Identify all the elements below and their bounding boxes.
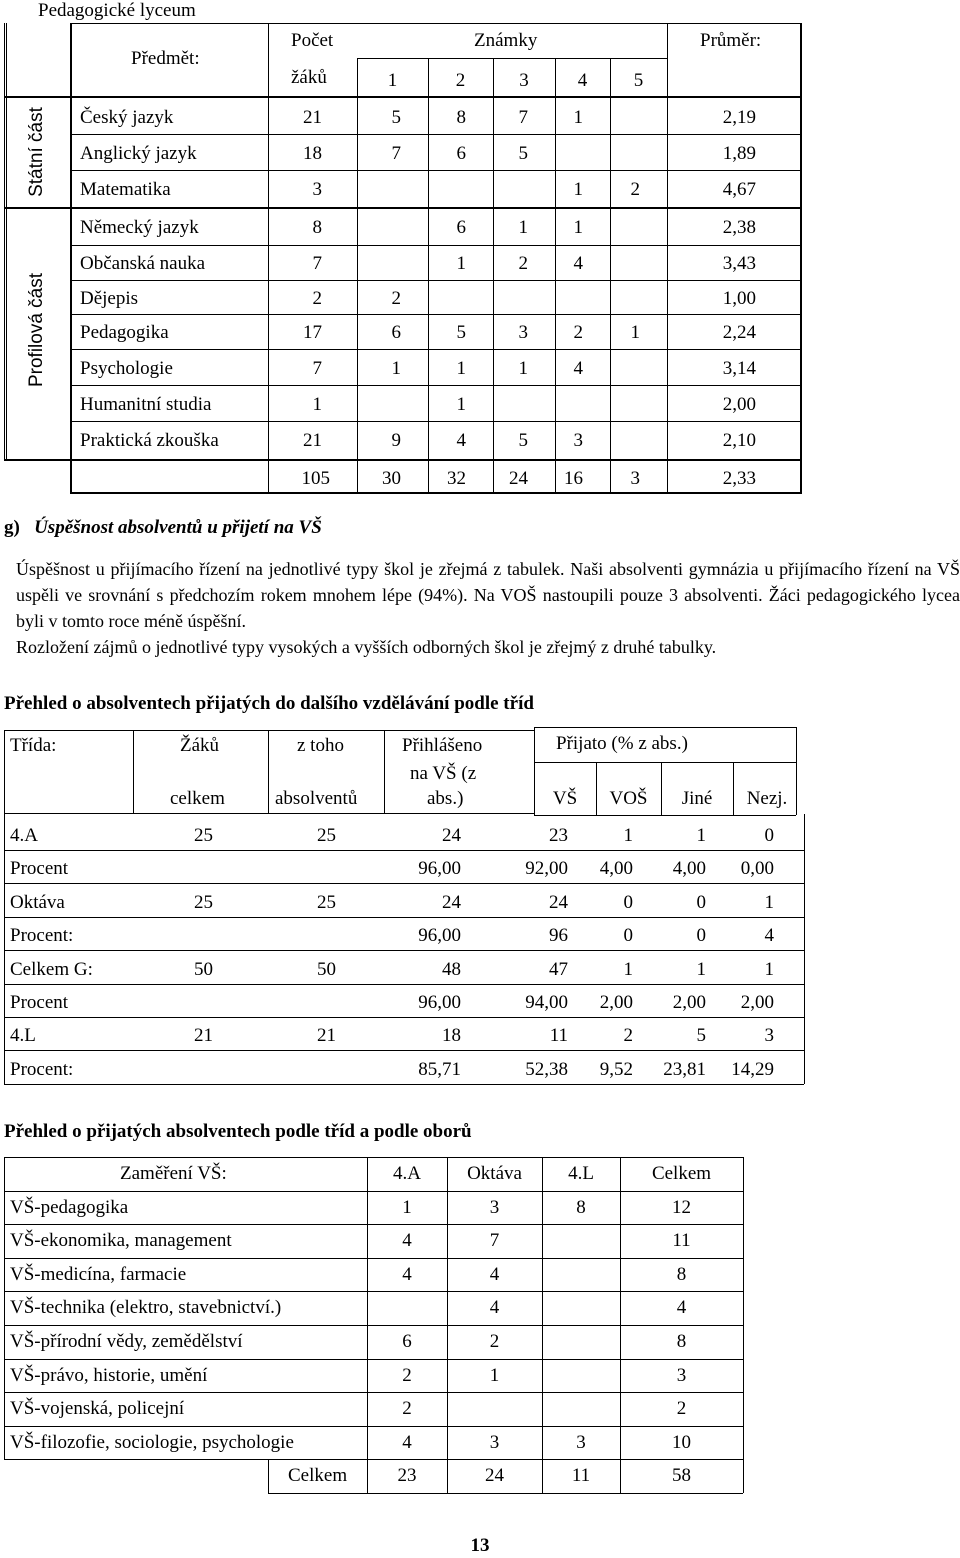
admissions-value: 0 [623, 925, 633, 946]
grade-count: 2 [518, 253, 528, 274]
student-count: 2 [312, 288, 322, 309]
t2-header-navs-2: abs.) [427, 788, 464, 809]
admissions-value: 0 [764, 825, 774, 846]
grade-count: 1 [456, 394, 466, 415]
grade-count: 2 [630, 179, 640, 200]
student-count: 18 [303, 143, 322, 164]
average-value: 2,24 [722, 322, 756, 343]
field-label: VŠ-ekonomika, management [10, 1230, 232, 1251]
average-value: 4,67 [722, 179, 756, 200]
admissions-value: 1 [764, 959, 774, 980]
column-divider [743, 1157, 744, 1493]
grade-count: 9 [391, 430, 401, 451]
total-count: 105 [301, 468, 330, 489]
subject-name: Český jazyk [80, 107, 174, 128]
field-value: 3 [576, 1432, 586, 1453]
grade-count: 6 [456, 143, 466, 164]
field-label: VŠ-filozofie, sociologie, psychologie [10, 1432, 294, 1453]
admissions-value: 92,00 [525, 858, 568, 879]
admissions-value: 24 [549, 892, 568, 913]
grade-count: 4 [573, 358, 583, 379]
grade-count: 1 [573, 179, 583, 200]
grade-count: 7 [391, 143, 401, 164]
row-divider [4, 1459, 743, 1460]
grade-count: 1 [630, 322, 640, 343]
average-value: 1,89 [722, 143, 756, 164]
admissions-value: 2,00 [672, 992, 706, 1013]
grade-count: 1 [456, 253, 466, 274]
admissions-value: 9,52 [599, 1059, 633, 1080]
header-count-2: žáků [291, 67, 327, 88]
header-grade-4: 4 [577, 70, 588, 91]
admissions-value: 24 [442, 892, 461, 913]
student-count: 17 [303, 322, 322, 343]
field-value: 11 [672, 1230, 691, 1251]
t2-header-vos: VOŠ [609, 788, 648, 809]
admissions-value: 0 [696, 892, 706, 913]
student-count: 8 [312, 217, 322, 238]
field-value: 11 [571, 1465, 591, 1486]
admissions-value: 11 [549, 1025, 568, 1046]
subject-name: Anglický jazyk [80, 143, 197, 164]
admissions-value: 18 [442, 1025, 461, 1046]
grade-count: 3 [518, 322, 528, 343]
field-value: 7 [489, 1230, 500, 1251]
average-value: 2,19 [722, 107, 756, 128]
grade-count: 2 [391, 288, 401, 309]
paragraph-1: Úspěšnost u přijímacího řízení na jednotlivé typy škol je zřejmá z tabulek. Naši absolventi gymnázia u přijímacího řízení na VŠ uspěli ve srovnání s předchozím rokem mnohem lépe (94%). Na VOŠ nastoupili pouze 3 absolventi. Žáci pedagogického lycea byli v tomto roce méně úspěšní. [16, 559, 960, 631]
admissions-value: 2 [623, 1025, 633, 1046]
header-count: Počet [291, 30, 334, 51]
admissions-value: 1 [764, 892, 774, 913]
row-divider [4, 1258, 743, 1259]
field-value: 4 [402, 1432, 412, 1453]
field-value: 2 [676, 1398, 687, 1419]
paragraph-2: Rozložení zájmů o jednotlivé typy vysokých a vyšších odborných škol je zřejmý z druhé tabulky. [16, 637, 717, 657]
field-label: VŠ-pedagogika [10, 1197, 129, 1218]
admissions-value: 0 [696, 925, 706, 946]
field-value: 8 [576, 1197, 586, 1218]
grade-count: 2 [573, 322, 583, 343]
field-label: Zaměření VŠ: [120, 1163, 227, 1184]
subject-name: Německý jazyk [80, 217, 199, 238]
admissions-value: 25 [194, 892, 213, 913]
field-label: VŠ-technika (elektro, stavebnictví.) [10, 1297, 282, 1318]
grade-count: 1 [518, 217, 528, 238]
grade-count: 3 [573, 430, 583, 451]
admissions-value: 1 [696, 959, 706, 980]
grade-count: 7 [518, 107, 528, 128]
grade-count: 6 [391, 322, 401, 343]
student-count: 7 [312, 253, 322, 274]
field-label: VŠ-vojenská, policejní [10, 1398, 185, 1419]
class-label: Procent: [10, 925, 74, 946]
header-grade-1: 1 [387, 70, 398, 91]
subject-name: Humanitní studia [80, 394, 212, 415]
admissions-value: 3 [764, 1025, 774, 1046]
field-value: 4 [676, 1297, 687, 1318]
section-heading: Úspěšnost absolventů u přijetí na VŠ [34, 517, 322, 538]
field-label: VŠ-právo, historie, umění [10, 1365, 208, 1386]
field-value: 6 [402, 1331, 412, 1352]
student-count: 7 [312, 358, 322, 379]
admissions-value: 4,00 [599, 858, 633, 879]
field-value: 2 [489, 1331, 500, 1352]
grade-count: 5 [518, 430, 528, 451]
admissions-value: 1 [696, 825, 706, 846]
t2-header-prihlaseno: Přihlášeno [402, 735, 483, 756]
t2-header-absolventu: absolventů [275, 788, 358, 809]
row-divider [4, 1291, 743, 1292]
grade-count: 1 [573, 107, 583, 128]
admissions-value: 96,00 [418, 992, 461, 1013]
subject-name: Psychologie [80, 358, 173, 379]
total-grade: 24 [509, 468, 528, 489]
field-label: VŠ-přírodní vědy, zemědělství [10, 1331, 243, 1352]
admissions-value: 96,00 [418, 858, 461, 879]
field-value: 4 [489, 1264, 500, 1285]
field-value: 58 [672, 1465, 691, 1486]
header-grade-3: 3 [519, 70, 529, 91]
admissions-value: 5 [696, 1025, 706, 1046]
grade-count: 5 [456, 322, 466, 343]
admissions-value: 96 [549, 925, 568, 946]
student-count: 3 [312, 179, 322, 200]
admissions-value: 23,81 [663, 1059, 706, 1080]
header-grade-5: 5 [633, 70, 644, 91]
field-value: 8 [676, 1264, 687, 1285]
grade-count: 8 [456, 107, 466, 128]
t2-header-celkem: celkem [170, 788, 225, 809]
t2-header-vs: VŠ [552, 788, 578, 809]
row-divider [4, 1392, 743, 1393]
column-divider [4, 1157, 5, 1459]
field-value: 10 [672, 1432, 691, 1453]
subject-name: Praktická zkouška [80, 430, 219, 451]
admissions-value: 85,71 [418, 1059, 461, 1080]
field-value: Celkem [651, 1163, 712, 1184]
total-grade: 16 [564, 468, 583, 489]
admissions-value: 96,00 [418, 925, 461, 946]
field-value: 8 [676, 1331, 687, 1352]
row-divider [268, 1493, 743, 1494]
field-value: 24 [485, 1465, 504, 1486]
admissions-value: 21 [194, 1025, 213, 1046]
field-value: 3 [676, 1365, 687, 1386]
t2-header-trida: Třída: [10, 735, 57, 756]
field-value: 1 [402, 1197, 412, 1218]
field-label: Celkem [288, 1465, 348, 1486]
field-value: 4.L [568, 1163, 594, 1184]
admissions-value: 1 [623, 825, 633, 846]
class-label: 4.L [10, 1025, 36, 1046]
field-value: 2 [402, 1398, 412, 1419]
table2-title: Přehled o absolventech přijatých do dalšího vzdělávání podle tříd [4, 693, 534, 714]
column-divider [268, 1459, 269, 1493]
admissions-value: 52,38 [525, 1059, 568, 1080]
row-divider [4, 1191, 743, 1192]
t2-header-nezj: Nezj. [746, 788, 788, 809]
admissions-value: 4,00 [672, 858, 706, 879]
average-value: 2,10 [722, 430, 756, 451]
class-label: Celkem G: [10, 959, 93, 980]
admissions-value: 14,29 [731, 1059, 774, 1080]
admissions-value: 25 [317, 892, 336, 913]
admissions-value: 4 [764, 925, 774, 946]
average-value: 3,43 [722, 253, 756, 274]
grade-count: 4 [456, 430, 466, 451]
admissions-value: 23 [549, 825, 568, 846]
student-count: 21 [303, 430, 322, 451]
field-value: 3 [489, 1432, 500, 1453]
admissions-value: 21 [317, 1025, 336, 1046]
grade-count: 6 [456, 217, 466, 238]
subject-name: Dějepis [80, 288, 139, 309]
field-value: 4 [402, 1264, 412, 1285]
field-value: 12 [672, 1197, 691, 1218]
admissions-value: 0,00 [740, 858, 774, 879]
field-value: Oktáva [467, 1163, 522, 1184]
field-value: 3 [489, 1197, 500, 1218]
total-grade: 32 [447, 468, 466, 489]
t2-header-navs: na VŠ (z [410, 763, 477, 784]
field-value: 4.A [393, 1163, 421, 1184]
admissions-value: 2,00 [740, 992, 774, 1013]
group-profile: Profilová část [26, 272, 47, 388]
admissions-value: 2,00 [599, 992, 633, 1013]
admissions-value: 50 [317, 959, 336, 980]
t2-header-jine: Jiné [681, 788, 713, 809]
t2-header-prijato: Přijato (% z abs.) [556, 733, 688, 754]
class-label: Procent: [10, 1059, 74, 1080]
class-label: Procent [10, 992, 69, 1013]
grade-count: 1 [518, 358, 528, 379]
section-prefix: g) [4, 517, 20, 538]
t2-header-ztoho: z toho [297, 735, 344, 756]
field-value: 4 [402, 1230, 412, 1251]
header-grade-2: 2 [455, 70, 466, 91]
average-value: 2,38 [722, 217, 756, 238]
t2-header-zaku: Žáků [180, 735, 220, 756]
grade-count: 1 [391, 358, 401, 379]
average-value: 2,00 [722, 394, 756, 415]
admissions-value: 24 [442, 825, 461, 846]
admissions-value: 1 [623, 959, 633, 980]
student-count: 21 [303, 107, 322, 128]
average-value: 3,14 [722, 358, 756, 379]
class-label: Oktáva [10, 892, 65, 913]
student-count: 1 [312, 394, 322, 415]
field-value: 23 [397, 1465, 417, 1486]
subject-name: Matematika [80, 179, 171, 200]
admissions-value: 50 [194, 959, 213, 980]
table3-title: Přehled o přijatých absolventech podle tříd a podle oborů [4, 1121, 472, 1142]
row-divider [4, 1325, 743, 1326]
subject-name: Občanská nauka [80, 253, 206, 274]
row-divider [4, 1359, 743, 1360]
header-average: Průměr: [700, 30, 762, 51]
header-grades: Známky [474, 30, 538, 51]
class-label: 4.A [10, 825, 38, 846]
row-divider [4, 1426, 743, 1427]
admissions-value: 48 [442, 959, 461, 980]
field-value: 2 [402, 1365, 412, 1386]
admissions-value: 25 [317, 825, 336, 846]
field-value: 4 [489, 1297, 500, 1318]
admissions-value: 0 [623, 892, 633, 913]
grade-count: 5 [391, 107, 401, 128]
grade-count: 5 [518, 143, 528, 164]
group-state: Státní část [26, 107, 47, 197]
total-grade: 3 [630, 468, 640, 489]
grade-count: 1 [456, 358, 466, 379]
row-divider [4, 1224, 743, 1225]
row-divider [4, 1157, 743, 1158]
average-value: 1,00 [722, 288, 756, 309]
field-value: 1 [489, 1365, 500, 1386]
school-header: Pedagogické lyceum [38, 0, 196, 21]
admissions-value: 25 [194, 825, 213, 846]
class-label: Procent [10, 858, 69, 879]
total-average: 2,33 [722, 468, 756, 489]
subject-name: Pedagogika [80, 322, 169, 343]
field-label: VŠ-medicína, farmacie [10, 1264, 187, 1285]
page-number: 13 [470, 1535, 490, 1556]
total-grade: 30 [382, 468, 401, 489]
header-subject: Předmět: [131, 48, 200, 69]
grade-count: 1 [573, 217, 583, 238]
admissions-value: 47 [549, 959, 568, 980]
admissions-value: 94,00 [525, 992, 568, 1013]
grade-count: 4 [573, 253, 583, 274]
